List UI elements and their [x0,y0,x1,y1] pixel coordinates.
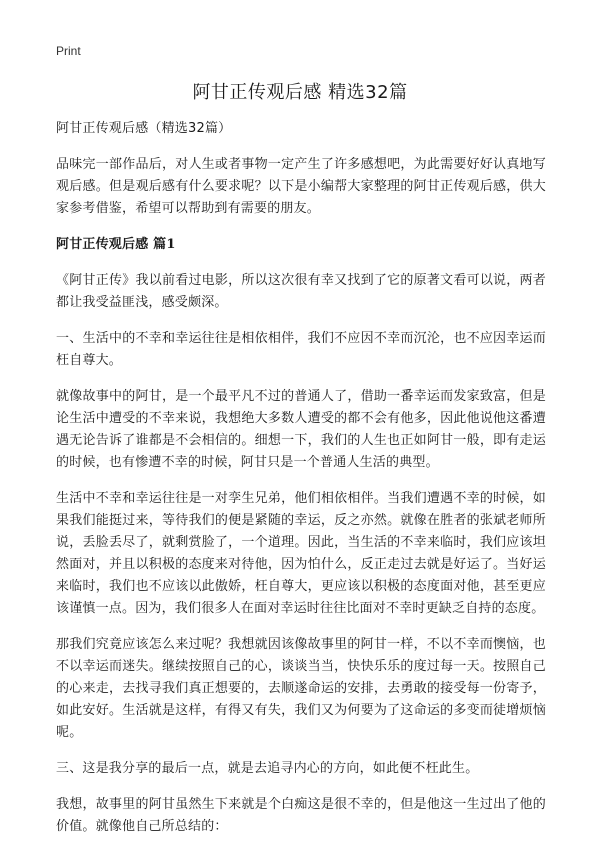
body-paragraph: 三、这是我分享的最后一点，就是去追寻内心的方向，如此便不枉此生。 [56,761,479,776]
body-paragraph: 生活中不幸和幸运往往是一对孪生兄弟，他们相依相伴。当我们遭遇不幸的时候，如果我们能挺过来，等待我们的便是紧随的幸运，反之亦然。就像在胜者的张斌老师所说，丢脸丢尽了，就剩赏脸了，一个道理。因此，当生活的不幸来临时，我们应该坦然面对，并且以积极的态度来对待他，因为怕什么，反正走过去就是好运了。当好运来临时，我们也不应该以此傲娇，枉自尊大，更应该以积极的态度面对他，甚至更应该谨慎一点。因为，我们很多人在面对幸运时往往比面对不幸时更缺乏自持的态度。 [56,491,546,616]
document-subtitle: 阿甘正传观后感（精选32篇） [56,121,232,136]
print-link[interactable]: Print [56,44,81,58]
body-paragraph: 《阿甘正传》我以前看过电影，所以这次很有幸又找到了它的原著文看可以说，两者都让我受益匪浅，感受颇深。 [56,273,546,310]
document-title: 阿甘正传观后感 精选32篇 [192,82,408,103]
body-paragraph: 那我们究竟应该怎么来过呢？我想就因该像故事里的阿甘一样，不以不幸而懊恼，也不以幸运而迷失。继续按照自己的心，谈谈当当，快快乐乐的度过每一天。按照自己的心来走，去找寻我们真正想要的，去顺遂命运的安排，去勇敢的接受每一份寄予，如此安好。生活就是这样，有得又有失，我们又为何要为了这命运的多变而徒增烦恼呢。 [56,637,546,740]
section-heading: 阿甘正传观后感 篇1 [56,237,176,252]
body-paragraph: 就像故事中的阿甘，是一个最平凡不过的普通人了，借助一番幸运而发家致富，但是论生活中遭受的不幸来说，我想绝大多数人遭受的都不会有他多，因此他说他这番遭遇无论告诉了谁都是不会相信的。细想一下，我们的人生也正如阿甘一般，即有走运的时候，也有惨遭不幸的时候，阿甘只是一个普通人生活的典型。 [56,389,546,470]
body-paragraph: 我想，故事里的阿甘虽然生下来就是个白痴这是很不幸的，但是他这一生过出了他的价值。就像他自己所总结的： [56,797,546,834]
body-paragraph: 一、生活中的不幸和幸运往往是相依相伴，我们不应因不幸而沉沦，也不应因幸运而枉自尊大。 [56,331,546,368]
intro-paragraph: 品味完一部作品后，对人生或者事物一定产生了许多感想吧，为此需要好好认真地写观后感。但是观后感有什么要求呢？以下是小编帮大家整理的阿甘正传观后感，供大家参考借鉴，希望可以帮助到有需要的朋友。 [56,157,546,216]
document-body [56,118,546,852]
